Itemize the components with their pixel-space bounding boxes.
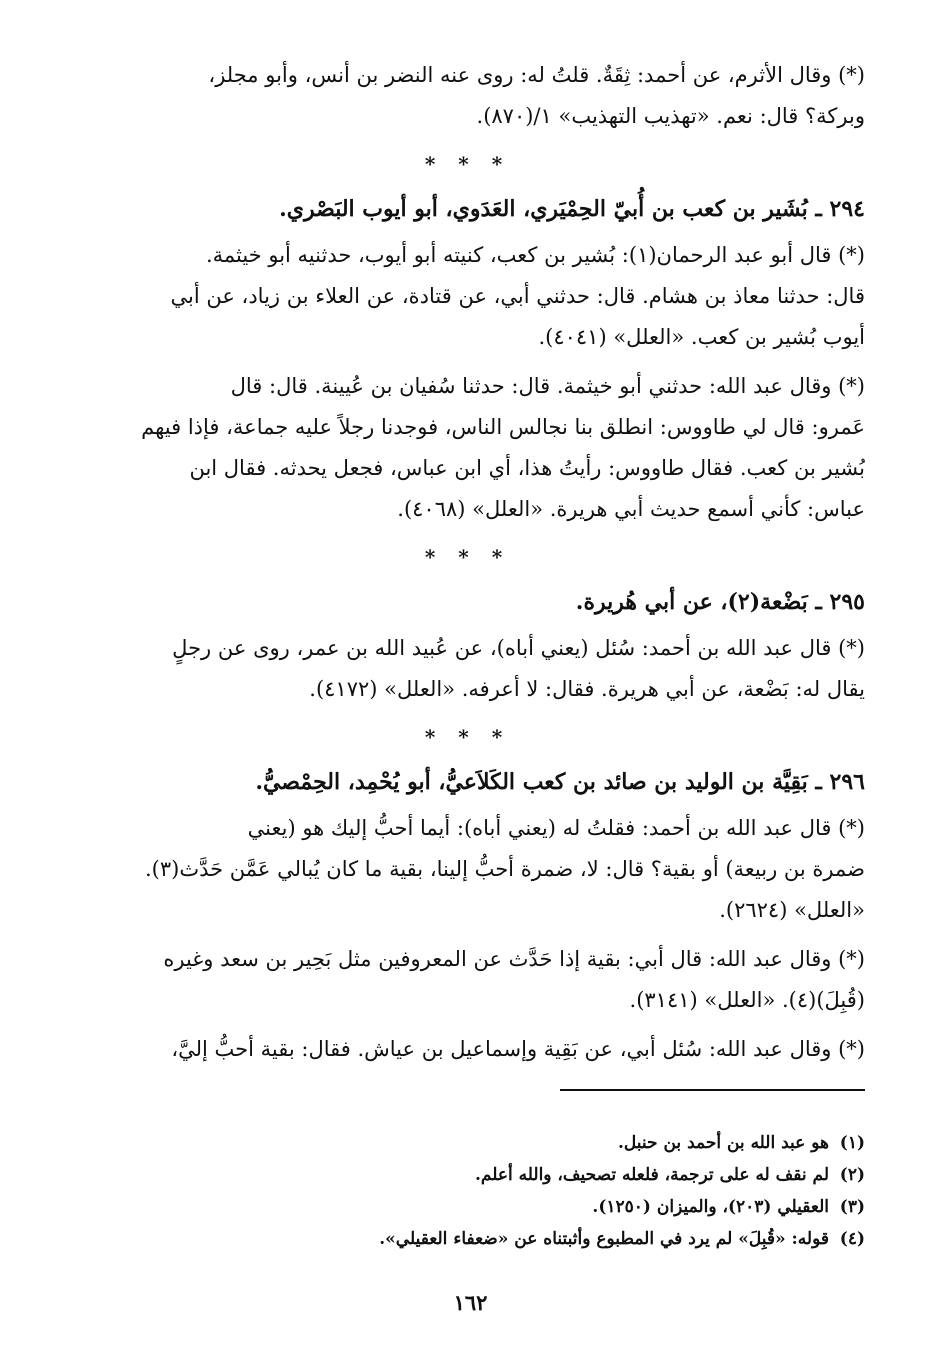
page-number: ١٦٢: [453, 1290, 488, 1315]
footnote-text: لم نقف له على ترجمة، فلعله تصحيف، والله أعلم.: [475, 1165, 829, 1185]
text-line: «العلل» (٢٦٢٤).: [719, 898, 865, 922]
paragraph-295-1: [70, 628, 865, 710]
text-line: (*) قال عبد الله بن أحمد: سُئل (يعني أباه)، عن عُبيد الله بن عمر، روى عن رجلٍ: [172, 636, 865, 660]
text-line: قال: حدثنا معاذ بن هشام. قال: حدثني أبي، عن قتادة، عن العلاء بن زياد، عن أبي: [170, 284, 865, 308]
entry-heading-296: ٢٩٦ ـ بَقِيَّة بن الوليد بن صائد بن كعب الكَلاَعيُّ، أبو يُحْمِد، الحِمْصيُّ.: [255, 769, 865, 795]
text-line: أيوب بُشير بن كعب. «العلل» (٤٠٤١).: [538, 325, 865, 349]
paragraph-294-2: [70, 366, 865, 530]
text-line: (قُبِلَ)(٤). «العلل» (٣١٤١).: [629, 988, 865, 1012]
text-line: (*) قال عبد الله بن أحمد: فقلتُ له (يعني أباه): أيما أحبُّ إليك هو (يعني: [247, 816, 865, 840]
text-line: (*) وقال عبد الله: حدثني أبو خيثمة. قال: حدثنا سُفيان بن عُيينة. قال: قال: [230, 374, 865, 398]
text-line: (*) وقال عبد الله: قال أبي: بقية إذا حَدَّث عن المعروفين مثل بَحِير بن سعد وغيره: [163, 947, 865, 971]
text-line: (*) وقال عبد الله: سُئل أبي، عن بَقِية وإسماعيل بن عياش. فقال: بقية أحبُّ إليَّ،: [171, 1037, 865, 1061]
paragraph-296-2: [70, 939, 865, 1021]
footnote-2: [70, 1159, 865, 1191]
section-separator: * * *: [424, 152, 511, 176]
paragraph-296-3: [70, 1029, 865, 1070]
footnote-number: (٢): [839, 1165, 865, 1185]
text-line: (*) وقال الأثرم، عن أحمد: ثِقَةٌ. قلتُ له: روى عنه النضر بن أنس، وأبو مجلز،: [208, 63, 865, 87]
footnote-number: (٤): [839, 1229, 865, 1249]
section-separator: * * *: [424, 545, 511, 569]
entry-heading-295: ٢٩٥ ـ بَضْعة(٢)، عن أبي هُريرة.: [575, 589, 865, 615]
entry-heading-294: ٢٩٤ ـ بُشَير بن كعب بن أُبيّ الحِمْيَري، العَدَوي، أبو أيوب البَصْري.: [279, 196, 865, 222]
footnote-number: (٣): [839, 1197, 865, 1217]
text-line: وبركة؟ قال: نعم. «تهذيب التهذيب» ١/(٨٧٠).: [476, 104, 865, 128]
section-separator: * * *: [424, 725, 511, 749]
paragraph-294-1: [70, 235, 865, 358]
text-line: ضمرة بن ربيعة) أو بقية؟ قال: لا، ضمرة أحبُّ إلينا، بقية ما كان يُبالي عَمَّن حَدَّث(٣).: [144, 857, 865, 881]
text-line: عَمرو: قال لي طاووس: انطلق بنا نجالس الناس، فوجدنا رجلاً عليه جماعة، فإذا فيهم: [141, 415, 865, 439]
text-line: عباس: كأني أسمع حديث أبي هريرة. «العلل» (٤٠٦٨).: [397, 497, 865, 521]
footnote-divider: [560, 1089, 865, 1091]
footnote-4: [70, 1223, 865, 1255]
text-line: (*) قال أبو عبد الرحمان(١): بُشير بن كعب، كنيته أبو أيوب، حدثنيه أبو خيثمة.: [205, 243, 865, 267]
paragraph-athram: [70, 55, 865, 137]
footnote-1: [70, 1127, 865, 1159]
footnote-3: [70, 1191, 865, 1223]
footnote-text: قوله: «قُبِلَ» لم يرد في المطبوع وأثبتناه عن «ضعفاء العقيلي».: [379, 1229, 829, 1249]
paragraph-296-1: [70, 808, 865, 931]
footnote-number: (١): [839, 1133, 865, 1153]
footnote-text: هو عبد الله بن أحمد بن حنبل.: [618, 1133, 829, 1153]
text-line: يقال له: بَضْعة، عن أبي هريرة. فقال: لا أعرفه. «العلل» (٤١٧٢).: [309, 677, 865, 701]
text-line: بُشير بن كعب. فقال طاووس: رأيتُ هذا، أي ابن عباس، فجعل يحدثه. فقال ابن: [189, 456, 865, 480]
book-page: [70, 55, 865, 1345]
footnote-text: العقيلي (٢٠٣)، والميزان (١٢٥٠).: [592, 1197, 829, 1217]
footnotes: [70, 1127, 865, 1255]
